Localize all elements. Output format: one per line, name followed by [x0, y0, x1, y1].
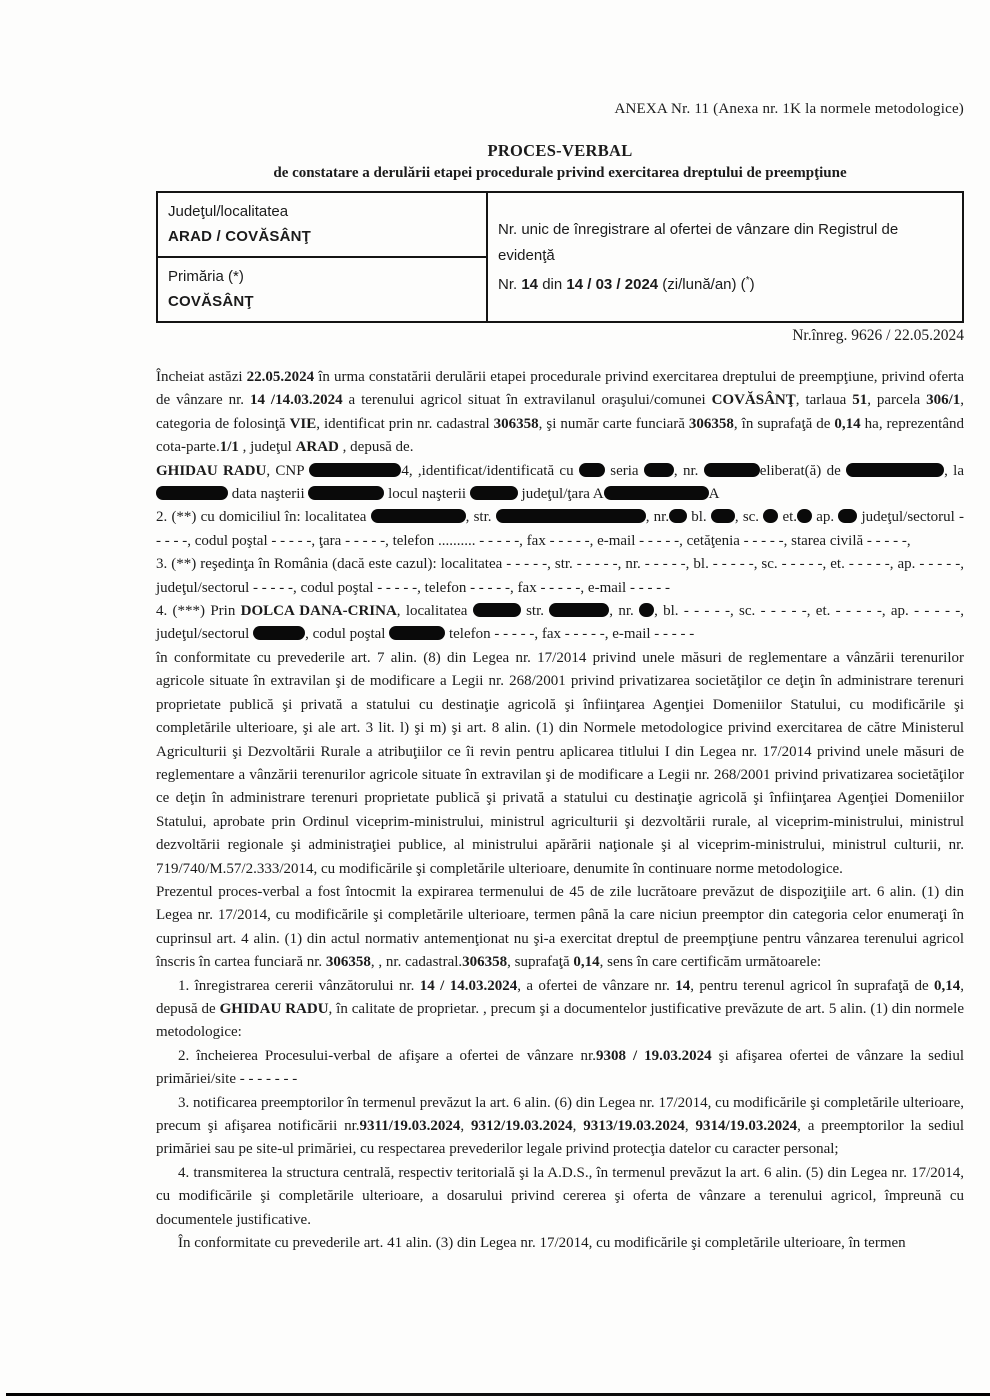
text-run: 306358 — [493, 415, 539, 432]
text-run: 9313/19.03.2024 — [583, 1118, 685, 1134]
text-run: 1. înregistrarea cererii vânzătorului nr. — [178, 977, 420, 994]
text-run: , suprafaţă — [507, 954, 574, 971]
text-run: 14 / 14.03.2024 — [419, 977, 518, 994]
text-run: locul naşterii — [384, 486, 470, 503]
text-run: 306358 — [688, 415, 734, 432]
text-run: , în calitate de proprietar. , precum şi a documentelor justificative prevăzute de art. 5 alin. (1) din normele metodologice: — [156, 1000, 964, 1041]
text-run: Încheiat astăzi — [156, 369, 247, 385]
text-run: , bl. - - - - -, sc. - - - - -, et. - - - - -, ap. - - - - -, judeţul/sectorul — [156, 603, 964, 643]
text-run: , judeţul — [238, 439, 296, 456]
body-paragraph — [156, 1045, 964, 1092]
text-run: din — [538, 275, 567, 293]
redaction-bar — [579, 463, 605, 477]
text-run: * — [745, 274, 750, 286]
redaction-bar — [669, 509, 687, 523]
text-run: ARAD — [295, 439, 339, 456]
primaria-label: Primăria (*) — [168, 268, 244, 285]
redaction-bar — [470, 486, 518, 500]
text-run: et. — [778, 509, 798, 526]
redaction-bar — [763, 509, 778, 523]
body-paragraph — [156, 600, 964, 647]
county-cell — [157, 192, 487, 257]
body-paragraph — [156, 647, 964, 881]
redaction-bar — [308, 486, 384, 500]
redaction-bar — [704, 463, 760, 477]
redaction-bar — [644, 463, 674, 477]
text-run: A — [708, 486, 720, 503]
text-run: str. — [520, 603, 550, 620]
text-run: GHIDAU RADU — [156, 462, 267, 479]
text-run: 1/1 — [219, 439, 239, 456]
text-run: , — [684, 1118, 696, 1134]
text-run: ) — [749, 275, 755, 293]
redaction-bar — [253, 626, 305, 640]
text-run: , depusă de. — [338, 439, 414, 456]
text-run: ha, reprezentând cota-parte. — [156, 415, 964, 456]
text-run: , nr. — [673, 462, 704, 479]
redaction-bar — [496, 509, 646, 523]
text-run: 3. (**) reşedinţa în România (dacă este cazul): localitatea - - - - -, str. - - - - -, nr. - - - - -, bl. - - - - -, sc. - - - - -, et. - - - - -, ap. - - - - -, judeţul/sectorul - - - - -, codul poştal - - - - -, telefon - - - - -, fax - - - - -, e-mail - - - - - — [156, 556, 964, 596]
offer-registration-cell — [487, 192, 963, 322]
redaction-bar — [389, 626, 445, 640]
text-run: 14 / 03 / 2024 — [566, 275, 659, 293]
text-run: data naşterii — [228, 486, 309, 503]
text-run: , , nr. cadastral. — [370, 954, 463, 971]
text-run: Nr. — [498, 275, 522, 293]
text-run: bl. — [687, 509, 711, 526]
text-run: DOLCA DANA-CRINA — [240, 603, 397, 620]
redaction-bar — [639, 603, 654, 617]
body-paragraph — [156, 366, 964, 460]
text-run: , a ofertei de vânzare nr. — [517, 977, 676, 994]
text-run: , str. — [465, 509, 496, 526]
text-run: 51 — [852, 392, 868, 409]
text-run: 4. transmiterea la structura centrală, respectiv teritorială şi la A.D.S., în termenul prevăzut la art. 6 alin. (5) din Legea nr. 17/2014, cu modificările şi completările ulterioare, a dosarului privind cererea şi oferta de vânzare a terenului agricol, împreună cu documentele justificative. — [156, 1164, 964, 1228]
text-run: , codul poştal — [305, 626, 390, 643]
scan-artifact-line — [6, 1393, 990, 1396]
text-run: , — [460, 1118, 471, 1134]
text-run: 9314/19.03.2024 — [695, 1118, 798, 1134]
text-run: , identificat prin nr. cadastral — [316, 415, 494, 432]
body-paragraph — [156, 1162, 964, 1232]
body-paragraph — [156, 975, 964, 1045]
text-run: 14 — [521, 275, 539, 293]
body-paragraph — [156, 1092, 964, 1162]
text-run: COVĂSÂNŢ — [711, 392, 796, 409]
text-run: judeţul/sectorul - - - - -, codul poştal - - - - -, ţara - - - - -, telefon .......... - - - - -, fax - - - - -, e-mail - - - - -, cetăţenia - - - - -, starea civilă - - - - -, — [156, 509, 964, 549]
offer-registration-number — [498, 272, 952, 298]
text-run: 22.05.2024 — [246, 369, 315, 385]
text-run: , pentru terenul agricol în suprafaţă de — [690, 977, 935, 994]
text-run: , nr. — [645, 509, 670, 526]
redaction-bar — [604, 486, 709, 500]
redaction-bar — [846, 463, 944, 477]
text-run: 2. (**) cu domiciliul în: localitatea — [156, 509, 371, 526]
redaction-bar — [371, 509, 466, 523]
text-run: , nr. — [609, 603, 640, 620]
text-run: 306/1 — [926, 392, 961, 409]
document-body — [156, 366, 964, 1255]
text-run: , categoria de folosinţă — [156, 392, 965, 432]
text-run: , a preemptorilor la sediul primăriei sau pe site-ul primăriei, cu respectarea prevederilor legale privind protecţia datelor cu caracter personal; — [156, 1118, 965, 1158]
text-run: Prezentul proces-verbal a fost întocmit la expirarea termenului de 45 de zile lucrătoare prevăzut de dispoziţiile art. 6 alin. (1) din Legea nr. 17/2014, cu modificările şi completările ulterioare, termen până la care niciun preemptor din categoria celor enumeraţi în cuprinsul art. 4 alin. (1) din actul normativ antemenţionat nu şi-a exercitat dreptul de preempţiune pentru vânzarea terenului agricol înscris în cartea funciară nr. — [156, 883, 964, 971]
body-paragraph — [156, 1232, 964, 1255]
registration-table — [156, 191, 964, 323]
document-subtitle: de constatare a derulării etapei procedurale privind exercitarea dreptului de preempţiune — [273, 165, 847, 181]
text-run: VIE — [289, 415, 317, 432]
redaction-bar — [797, 509, 812, 523]
text-run: , parcela — [867, 392, 927, 409]
text-run: 2. încheierea Procesului-verbal de afişare a ofertei de vânzare nr. — [178, 1047, 596, 1064]
text-run: a terenului agricol situat în extravilanul oraşului/comunei — [342, 392, 712, 409]
document-title: PROCES-VERBAL — [487, 141, 633, 160]
text-run: 9312/19.03.2024 — [470, 1118, 573, 1134]
text-run: , la — [944, 462, 965, 479]
text-run: 0,14 — [934, 977, 961, 994]
text-run: 14 — [675, 977, 691, 994]
body-paragraph — [156, 553, 964, 600]
text-run: , şi număr carte funciară — [538, 415, 689, 432]
redaction-bar — [838, 509, 857, 523]
text-run: 3. notificarea preemptorilor în termenul prevăzut la art. 6 alin. (6) din Legea nr. 17/2014, cu modificările şi completările ulterioare, precum şi afişarea notificării nr. — [156, 1094, 964, 1134]
text-run: 4, ,identificat/identificată cu — [401, 462, 579, 479]
text-run: , depusă de — [156, 977, 965, 1017]
county-label: Judeţul/localitatea — [168, 203, 289, 220]
text-run: şi afişarea ofertei de vânzare la sediul primăriei/site - - - - - - - — [156, 1047, 964, 1088]
primaria-value: COVĂSÂNŢ — [168, 293, 254, 310]
text-run: telefon - - - - -, fax - - - - -, e-mail - - - - - — [445, 626, 695, 643]
text-run: 0,14 — [834, 415, 861, 432]
redaction-bar — [549, 603, 609, 617]
redaction-bar — [711, 509, 735, 523]
text-run: 306358 — [325, 954, 371, 971]
text-run: 9311/19.03.2024 — [359, 1118, 461, 1134]
text-run: eliberat(ă) de — [759, 462, 847, 479]
text-run: , în suprafaţă de — [733, 415, 835, 432]
county-value: ARAD / COVĂSÂNŢ — [168, 228, 312, 245]
text-run: , sc. — [734, 509, 764, 526]
text-run: 0,14 — [573, 954, 600, 971]
body-paragraph — [156, 881, 964, 975]
text-run: judeţul/ţara A — [517, 486, 604, 503]
anexa-note: ANEXA Nr. 11 (Anexa nr. 1K la normele metodologice) — [614, 101, 964, 117]
text-run: , CNP — [266, 462, 310, 479]
text-run: În conformitate cu prevederile art. 41 alin. (3) din Legea nr. 17/2014, cu modificările şi completările ulterioare, în termen — [178, 1235, 906, 1252]
text-run: , — [572, 1118, 584, 1134]
text-run: 306358 — [462, 954, 508, 971]
body-paragraph — [156, 506, 964, 553]
text-run: în urma constatării derulării etapei procedurale privind exercitarea dreptului de preempţiune, privind oferta de vânzare nr. — [156, 369, 965, 409]
text-run: ap. — [812, 509, 839, 526]
text-run: 14 /14.03.2024 — [249, 392, 343, 409]
redaction-bar — [473, 603, 521, 617]
text-run: în conformitate cu prevederile art. 7 alin. (8) din Legea nr. 17/2014 privind unele măsuri de reglementare a vânzării terenurilor agricole situate în extravilan şi de modificare a Legii nr. 268/2001 privind privatizarea societăţilor ce deţin în administrare terenuri proprietate publică şi privată a statului cu destinaţie agricolă şi înfiinţarea Agenţiei Domeniilor Statului, cu modificările şi completările ulterioare, şi ale art. 3 lit. l) şi m) şi art. 8 alin. (1) din Normele metodologice privind exercitarea de către Ministerul Agriculturii şi Dezvoltării Rurale a atribuţiilor ce îi revin pentru aplicarea titlului I din Legea nr. 17/2014 privind unele măsuri de reglementare a vânzării terenurilor agricole situate în extravilan şi de modificare a Legii nr. 268/2001 privind privatizarea societăţilor ce deţin în administrare terenuri proprietate publică şi privată a statului cu destinaţie agricolă şi înfiinţarea Agenţiei Domeniilor Statului, aprobate prin Ordinul viceprim-ministrului, ministrul agriculturii şi dezvoltării rurale, al viceprim-ministrului, ministrul dezvoltării regionale şi administraţiei publice, al ministrului apărării naţionale şi al viceprim-ministrului, ministrul culturii, nr. 719/740/M.57/2.333/2014, cu modificările şi completările ulterioare, denumite în continuare norme metodologice. — [156, 649, 964, 877]
registration-number-line: Nr.înreg. 9626 / 22.05.2024 — [792, 327, 964, 344]
text-run: seria — [604, 462, 644, 479]
text-run: (zi/lună/an) ( — [658, 275, 746, 293]
text-run: , tarlaua — [795, 392, 853, 409]
redaction-bar — [309, 463, 401, 477]
body-paragraph — [156, 460, 964, 507]
text-run: , localitatea — [396, 603, 473, 620]
redaction-bar — [156, 486, 228, 500]
text-run: GHIDAU RADU — [219, 1000, 329, 1017]
primaria-cell — [157, 257, 487, 322]
document-content — [156, 0, 964, 1255]
offer-registration-label: Nr. unic de înregistrare al ofertei de vânzare din Registrul de evidenţă — [498, 220, 899, 264]
text-run: 4. (***) Prin — [156, 603, 241, 620]
text-run: 9308 / 19.03.2024 — [595, 1047, 712, 1064]
text-run: , sens în care certificăm următoarele: — [599, 954, 822, 971]
